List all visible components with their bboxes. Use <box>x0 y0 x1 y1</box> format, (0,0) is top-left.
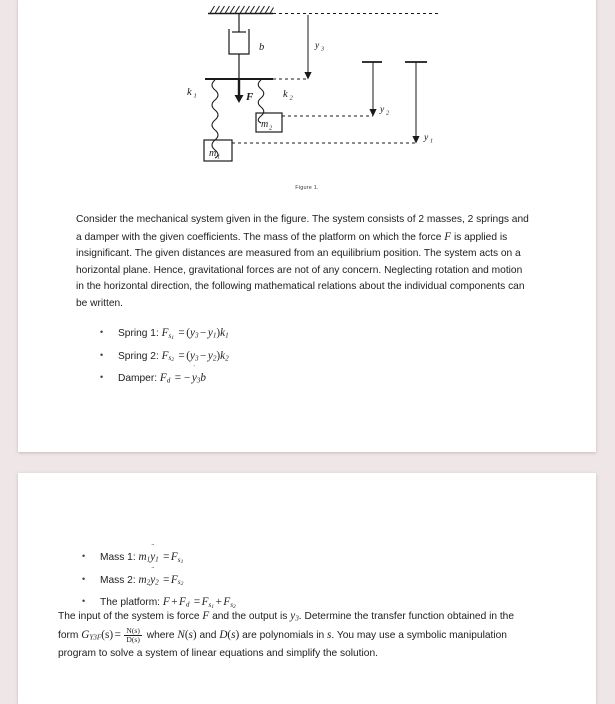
platform-label: The platform: <box>100 597 161 609</box>
label-m2: m <box>261 119 269 130</box>
final-text-and: and <box>196 630 220 642</box>
y2-arrow-head <box>369 109 376 117</box>
label-force-F: F <box>246 91 254 103</box>
force-arrow-head <box>235 95 244 103</box>
spring2-label: Spring 2: <box>118 350 159 362</box>
transfer-function-fraction <box>124 627 142 644</box>
spring-k1 <box>212 80 218 158</box>
polynomial-n: N(s) <box>177 629 197 642</box>
final-text-f: . You may use a symbolic manipulation program to solve a system of linear equations and simplify the solution. <box>58 630 507 660</box>
spring-k2 <box>258 80 264 123</box>
final-output-symbol: y <box>290 610 296 622</box>
polynomial-d: D(s) <box>219 629 240 642</box>
intro-paragraph <box>76 212 531 313</box>
equation-spring-1: • Spring 1: $F_{s_1} = (y_3 - y_1)k_1$ <box>96 324 536 347</box>
equation-list-page-two <box>78 542 518 616</box>
intro-text-a: Consider the mechanical system given in the figure. The system consists of 2 masses, 2 springs and a damper with the given coefficients. The mass of the platform on which the force <box>76 214 529 243</box>
mass1-label: Mass 1: <box>100 552 136 563</box>
ceiling-hatch-icon <box>210 6 274 14</box>
equation-mass-2: • Mass 2: $m_2$ ¨ $y_2 = F_{s_2}$ <box>78 571 518 594</box>
final-text-c: . Determine the transfer function obtained in the form <box>58 611 514 642</box>
final-output-sub: 3 <box>295 614 299 623</box>
equation-mass-1: • Mass 1: $m_1$ ¨ $y_1 = F_{s_1}$ <box>78 548 518 571</box>
fraction-numerator: N(s) <box>126 626 140 636</box>
equation-damper: • Damper: $F_d$ = − ˙ $y_3b$ <box>96 369 536 390</box>
transfer-function-sub: Y3F <box>89 633 102 642</box>
label-damper: b <box>259 42 265 53</box>
transfer-function-arg: (s) <box>101 629 114 642</box>
figure-caption: Figure 1. <box>295 185 319 191</box>
label-k2: k <box>283 89 288 100</box>
label-m2-sub: 2 <box>269 124 273 132</box>
label-y2-sub: 2 <box>386 109 390 117</box>
system-diagram-svg <box>18 0 596 186</box>
label-y1-sub: 1 <box>430 137 434 145</box>
final-text-d: where <box>143 630 178 642</box>
label-m1-sub: 1 <box>217 153 221 161</box>
label-y2: y <box>380 105 385 115</box>
equation-platform: • The platform: $F + F_d = F_{s_1} + F_{s_2}$ <box>78 593 518 616</box>
mass2-label: Mass 2: <box>100 574 136 586</box>
damper-cylinder <box>229 29 249 54</box>
label-k1-sub: 1 <box>193 92 197 100</box>
damper-label: Damper: <box>118 373 158 385</box>
final-text-b: and the output is <box>209 611 291 622</box>
intro-text-b: is applied is insignificant. The given distances are measured from an equilibrium position. The system acts on a horizontal plane. Hence, gravitational forces are not of any concern. Neglecting rotation and motion in the horizontal direction, the following mathematical relations about the individual components can be written. <box>76 231 525 309</box>
final-paragraph <box>58 608 520 663</box>
final-text-e: are polynomials in <box>239 630 328 642</box>
label-k1: k <box>187 87 192 98</box>
equation-list-page-one <box>96 324 536 390</box>
label-y3-sub: 3 <box>321 45 325 53</box>
mechanical-system-figure <box>18 0 596 191</box>
label-y1: y <box>424 133 429 143</box>
y3-arrow-head <box>304 72 311 80</box>
label-m1: m <box>209 148 217 159</box>
label-y3: y <box>315 41 320 51</box>
intro-force-symbol: F <box>444 230 452 243</box>
final-text-a: The input of the system is force <box>58 611 203 622</box>
fraction-denominator: D(s) <box>126 635 140 645</box>
final-force-symbol: F <box>202 610 210 622</box>
y1-arrow-head <box>412 136 419 144</box>
label-k2-sub: 2 <box>289 94 293 102</box>
equals-sign: = <box>114 629 121 642</box>
document-page-1 <box>18 0 596 452</box>
laplace-variable: s <box>327 629 332 642</box>
transfer-function-symbol: G <box>81 629 90 642</box>
equation-spring-2: • Spring 2: $F_{s_2} = (y_3 - y_2)k_2$ <box>96 347 536 370</box>
spring1-label: Spring 1: <box>118 328 159 339</box>
